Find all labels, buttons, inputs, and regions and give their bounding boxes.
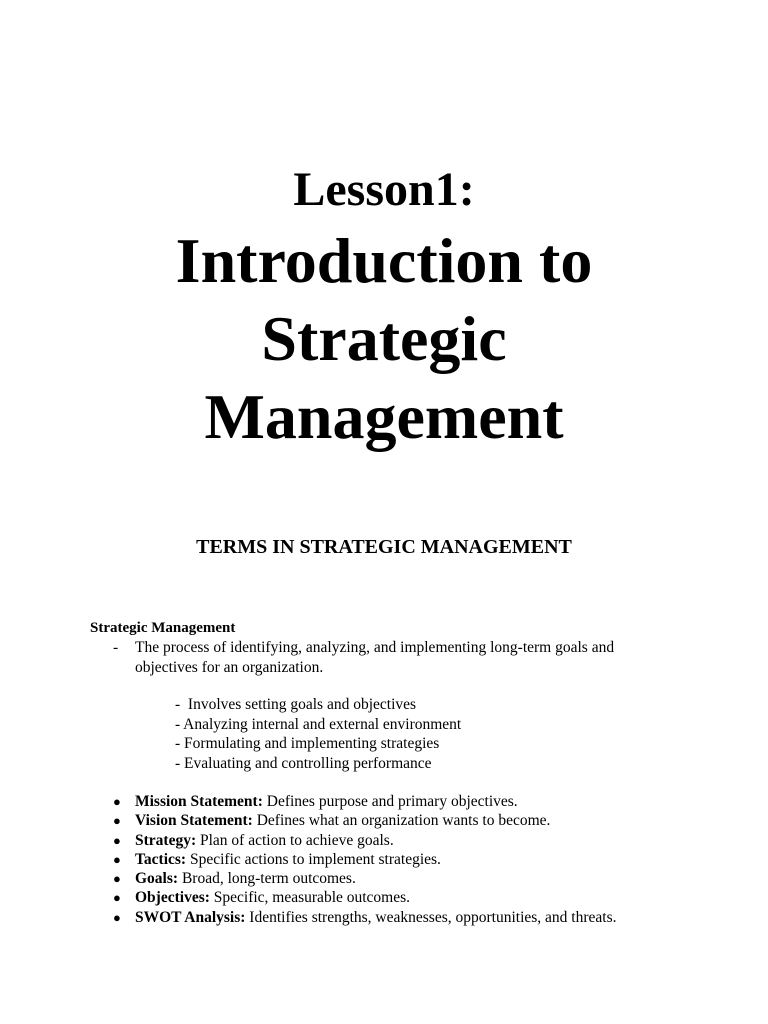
main-title-line: Introduction to	[175, 225, 593, 296]
bullet-term-text: Plan of action to achieve goals.	[196, 831, 394, 849]
sub-point-item: - Involves setting goals and objectives	[175, 696, 417, 713]
sub-point-item: - Evaluating and controlling performance	[175, 754, 432, 772]
sub-point-item: - Analyzing internal and external environment	[175, 715, 462, 733]
bullet-icon: ●	[113, 851, 121, 867]
dash-marker: -	[113, 639, 119, 656]
bullet-item	[113, 869, 616, 888]
bullet-item	[113, 831, 616, 850]
sub-point-item: - Formulating and implementing strategies	[175, 735, 440, 752]
bullet-item	[113, 888, 616, 907]
main-title-line: Strategic	[261, 303, 507, 374]
term-heading: Strategic Management	[90, 620, 236, 636]
bullet-item	[113, 811, 616, 830]
bullet-term-label: Goals:	[135, 870, 179, 888]
sub-point-list	[175, 695, 461, 773]
bullet-term-label: Mission Statement:	[135, 793, 263, 810]
bullet-icon: ●	[113, 890, 121, 906]
lesson-label: Lesson1:	[293, 163, 475, 216]
bullet-term-text: Defines purpose and primary objectives.	[262, 793, 518, 810]
bullet-item	[113, 908, 616, 927]
terms-bullet-list	[113, 792, 616, 927]
main-title-line: Management	[204, 381, 564, 452]
term-definition	[113, 638, 673, 677]
bullet-icon: ●	[113, 909, 121, 925]
bullet-term-label: Objectives:	[135, 889, 210, 907]
bullet-term-label: Tactics:	[135, 850, 187, 868]
bullet-icon: ●	[113, 832, 121, 848]
bullet-term-text: Specific, measurable outcomes.	[209, 889, 411, 907]
bullet-term-text: Specific actions to implement strategies.	[186, 850, 441, 868]
section-heading: TERMS IN STRATEGIC MANAGEMENT	[196, 536, 572, 558]
bullet-term-text: Broad, long-term outcomes.	[178, 870, 356, 888]
bullet-term-text: Defines what an organization wants to become.	[252, 812, 551, 830]
bullet-term-text: Identifies strengths, weaknesses, opportunities, and threats.	[245, 908, 617, 926]
bullet-icon: ●	[113, 813, 121, 829]
bullet-term-label: Strategy:	[135, 831, 197, 849]
bullet-icon: ●	[113, 794, 121, 809]
main-title	[0, 222, 768, 456]
definition-text: The process of identifying, analyzing, and implementing long-term goals and objectives for an organization.	[135, 639, 615, 676]
bullet-icon: ●	[113, 871, 121, 887]
bullet-item	[113, 850, 616, 869]
bullet-term-label: Vision Statement:	[135, 812, 253, 830]
bullet-item	[113, 792, 616, 811]
bullet-term-label: SWOT Analysis:	[135, 908, 246, 926]
